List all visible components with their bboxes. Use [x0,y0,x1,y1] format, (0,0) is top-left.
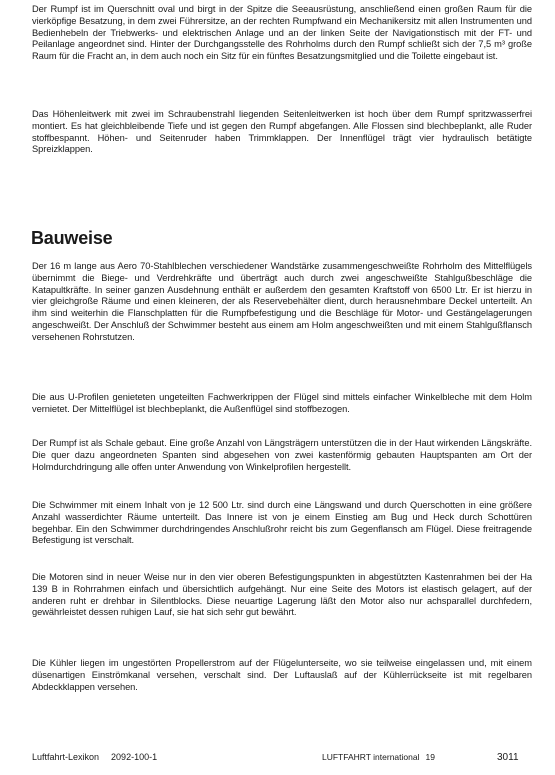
footer-issue: 19 [425,752,435,762]
paragraph-floats: Die Schwimmer mit einem Inhalt von je 12 500 Ltr. sind durch eine Längswand und durch Querschotten in eine größere Anzahl wasserdichter Räume unterteilt. Das Innere ist von je einem Einstieg am Bug und Heck durch Schottüren begehbar. Ein den Schwimmer durchdringendes Anschlußrohr reicht bis zum Gegenflansch am Flügel. Diese freitragende Befestigung ist verschalt. [32,500,532,546]
section-heading: Bauweise [31,228,113,248]
footer-series: Luftfahrt-Lexikon [32,752,100,762]
paragraph-fuselage-interior: Der Rumpf ist im Querschnitt oval und birgt in der Spitze die Seeausrüstung, anschließend einen großen Raum für die vierköpfige Besatzung, in dem zwei Führersitze, an der rechten Rumpfwand ein Mechanikersitz mit allen Instrumenten und Bedienhebeln der Triebwerks- und elektrischen Anlage und an der linken Seite der Navigationstisch mit der FT- und Peilanlage angeordnet sind. Hinter der Durchgangsstelle des Rohrholms durch den Rumpf schließt sich der 7,5 m³ große Raum für die Fracht an, in dem auch noch ein Sitz für ein fünftes Besatzungsmitglied und die Toilette eingebaut ist. [32,4,532,62]
footer-left [32,752,157,762]
paragraph-radiators: Die Kühler liegen im ungestörten Propellerstrom auf der Flügelunterseite, wo sie teilweise eingelassen und, mit einem düsenartigen Einströmkanal versehen, verschalt sind. Der Luftauslaß auf der Kühlerrückseite ist mit regelbaren Abdeckklappen versehen. [32,658,532,692]
footer-journal-name: LUFTFAHRT international [322,752,420,762]
footer-code: 2092-100-1 [111,752,158,762]
paragraph-fuselage-shell: Der Rumpf ist als Schale gebaut. Eine große Anzahl von Längsträgern unterstützen die in der Haut wirkenden Längskräfte. Die quer dazu angeordneten Spanten sind abgesehen von zwei kastenförmig gebauten Hauptspanten am Ort der Holmdurchdringung alle offen unter Anwendung von Winkelprofilen hergestellt. [32,438,532,472]
paragraph-engines: Die Motoren sind in neuer Weise nur in den vier oberen Befestigungspunkten in abgestützten Kastenrahmen bei der Ha 139 B in Rohrrahmen einfach und übersichtlich aufgehängt. Nur eine Seite des Motors ist elastisch gelagert, auf der anderen ruht er drehbar in Silentblocks. Diese neuartige Lagerung läßt den Motor also nur achsparallel durchfedern, gewährleistet dessen ruhigen Lauf, sie hat sich sehr gut bewährt. [32,572,532,618]
paragraph-spar: Der 16 m lange aus Aero 70-Stahlblechen verschiedener Wandstärke zusammengeschweißte Rohrholm des Mittelflügels übernimmt die Biege- und Verdrehkräfte und überträgt auch durch zwei angeschweißte Stahlgußbeschläge die Katapultkräfte. In seiner ganzen Ausdehnung enthält er außerdem den gesamten Kraftstoff von 6500 Ltr. Er ist hierzu in vier gleichgroße Räume und einen kleineren, der als Reservebehälter dient, durch herausnehmbare Deckel unterteilt. An ihm sind weiterhin die Flanschplatten für die Rumpfbefestigung und die Beschläge für Motor- und Gestängelagerungen angeschweißt. Der Anschluß der Schwimmer besteht aus einem am Holm angeschweißten und mit einem Stahlgußflansch versehenen Rohrstutzen. [32,261,532,342]
paragraph-tail-unit: Das Höhenleitwerk mit zwei im Schraubenstrahl liegenden Seitenleitwerken ist hoch über dem Rumpf spritzwasserfrei montiert. Es hat gleichbleibende Tiefe und ist gegen den Rumpf abgefangen. Alle Flossen sind blechbeplankt, alle Ruder stoffbespannt. Höhen- und Seitenruder haben Trimmklappen. Der Innenflügel trägt vier hydraulisch betätigte Spreizklappen. [32,109,532,155]
page-number: 3011 [497,752,519,763]
footer-journal [322,752,435,762]
paragraph-ribs: Die aus U-Profilen genieteten ungeteilten Fachwerkrippen der Flügel sind mittels einfacher Winkelbleche mit dem Holm vernietet. Der Mittelflügel ist blechbeplankt, die Außenflügel sind stoffbezogen. [32,392,532,414]
